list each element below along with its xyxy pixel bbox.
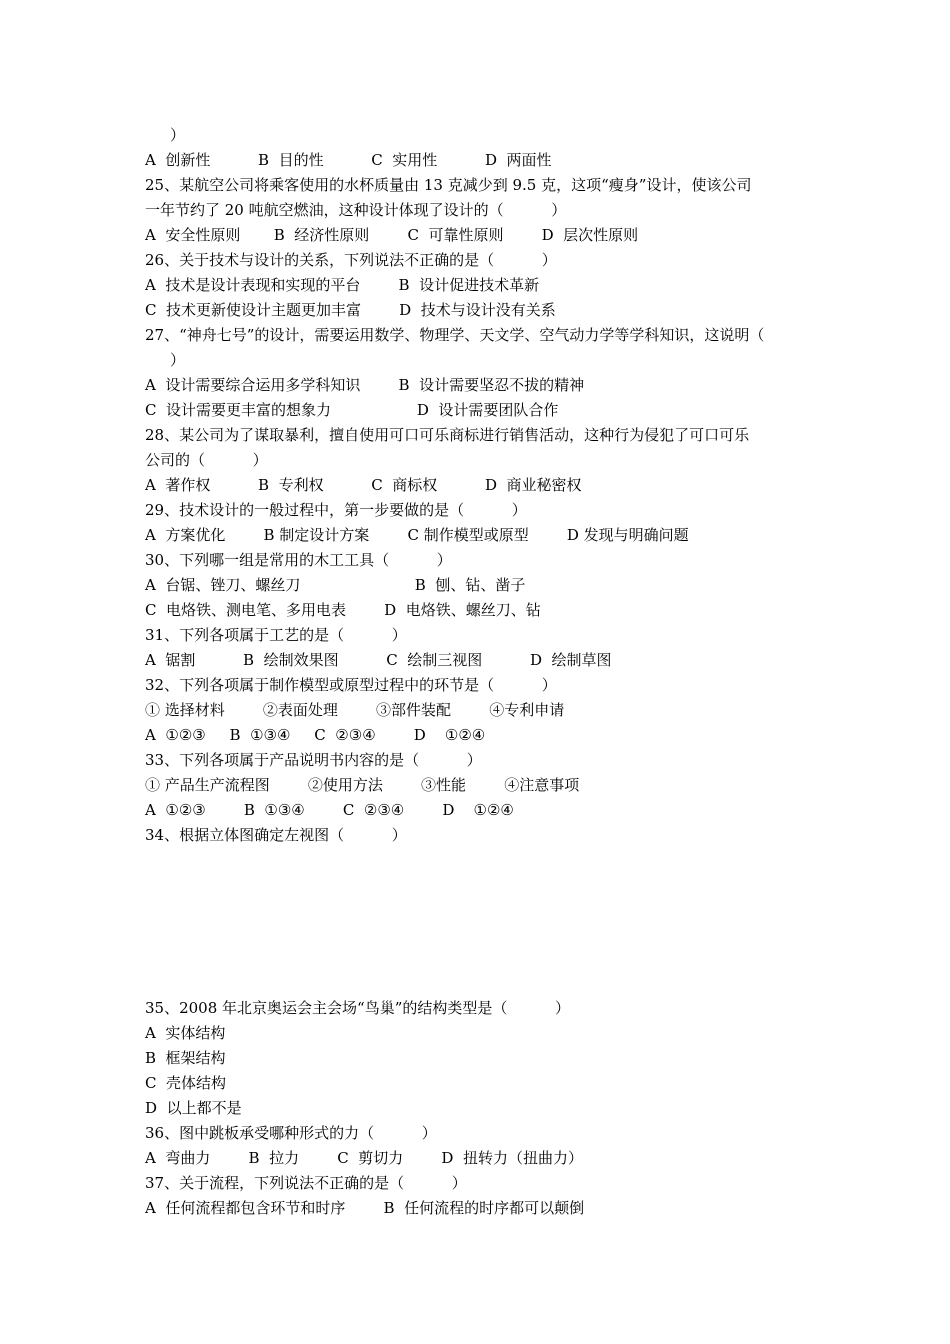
q26-options-cd: C 技术更新使设计主题更加丰富 D 技术与设计没有关系 [145, 301, 556, 319]
q30-options-ab: A 台锯、锉刀、螺丝刀 B 刨、钻、凿子 [145, 576, 526, 594]
q36-options: A 弯曲力 B 拉力 C 剪切力 D 扭转力（扭曲力） [145, 1149, 583, 1167]
q30-options-cd: C 电烙铁、测电笔、多用电表 D 电烙铁、螺丝刀、钻 [145, 601, 541, 619]
q35-stem: 35、2008 年北京奥运会主会场“鸟巢”的结构类型是（ ） [145, 999, 571, 1017]
q33-stem: 33、下列各项属于产品说明书内容的是（ ） [145, 751, 482, 769]
q27-closing-paren: ） [170, 351, 186, 369]
q28-stem: 28、某公司为了谋取暴利，擅自使用可口可乐商标进行销售活动，这种行为侵犯了可口可乐 [145, 426, 750, 444]
q24-closing-paren: ） [170, 126, 186, 144]
q34-stem: 34、根据立体图确定左视图（ ） [145, 826, 407, 844]
q25-stem-cont: 一年节约了 20 吨航空燃油，这种设计体现了设计的（ ） [145, 201, 567, 219]
q27-stem: 27、“神舟七号”的设计，需要运用数学、物理学、天文学、空气动力学等学科知识，这说明（ [145, 326, 765, 344]
q35-option-d: D 以上都不是 [145, 1099, 242, 1117]
q24-options: A 创新性 B 目的性 C 实用性 D 两面性 [145, 151, 552, 169]
q33-options: A ①②③ B ①③④ C ②③④ D ①②④ [145, 801, 514, 819]
q28-options: A 著作权 B 专利权 C 商标权 D 商业秘密权 [145, 476, 582, 494]
q27-options-ab: A 设计需要综合运用多学科知识 B 设计需要坚忍不拔的精神 [145, 376, 585, 394]
q26-stem: 26、关于技术与设计的关系，下列说法不正确的是（ ） [145, 251, 557, 269]
q29-options: A 方案优化 B 制定设计方案 C 制作模型或原型 D 发现与明确问题 [145, 526, 689, 544]
q25-stem: 25、某航空公司将乘客使用的水杯质量由 13 克减少到 9.5 克，这项“瘦身”设计，使该公司 [145, 176, 752, 194]
q31-stem: 31、下列各项属于工艺的是（ ） [145, 626, 407, 644]
q32-items: ① 选择材料 ②表面处理 ③部件装配 ④专利申请 [145, 701, 565, 719]
q35-option-a: A 实体结构 [145, 1024, 226, 1042]
q32-options: A ①②③ B ①③④ C ②③④ D ①②④ [145, 726, 486, 744]
q37-stem: 37、关于流程，下列说法不正确的是（ ） [145, 1174, 467, 1192]
q25-options: A 安全性原则 B 经济性原则 C 可靠性原则 D 层次性原则 [145, 226, 639, 244]
q30-stem: 30、下列哪一组是常用的木工工具（ ） [145, 551, 452, 569]
q29-stem: 29、技术设计的一般过程中，第一步要做的是（ ） [145, 501, 527, 519]
q33-items: ① 产品生产流程图 ②使用方法 ③性能 ④注意事项 [145, 776, 580, 794]
q28-stem-cont: 公司的（ ） [145, 451, 268, 469]
q37-options-ab: A 任何流程都包含环节和时序 B 任何流程的时序都可以颠倒 [145, 1199, 585, 1217]
q32-stem: 32、下列各项属于制作模型或原型过程中的环节是（ ） [145, 676, 557, 694]
q26-options-ab: A 技术是设计表现和实现的平台 B 设计促进技术革新 [145, 276, 540, 294]
q31-options: A 锯割 B 绘制效果图 C 绘制三视图 D 绘制草图 [145, 651, 612, 669]
q27-options-cd: C 设计需要更丰富的想象力 D 设计需要团队合作 [145, 401, 559, 419]
q36-stem: 36、图中跳板承受哪种形式的力（ ） [145, 1124, 437, 1142]
q35-option-b: B 框架结构 [145, 1049, 226, 1067]
q35-option-c: C 壳体结构 [145, 1074, 227, 1092]
